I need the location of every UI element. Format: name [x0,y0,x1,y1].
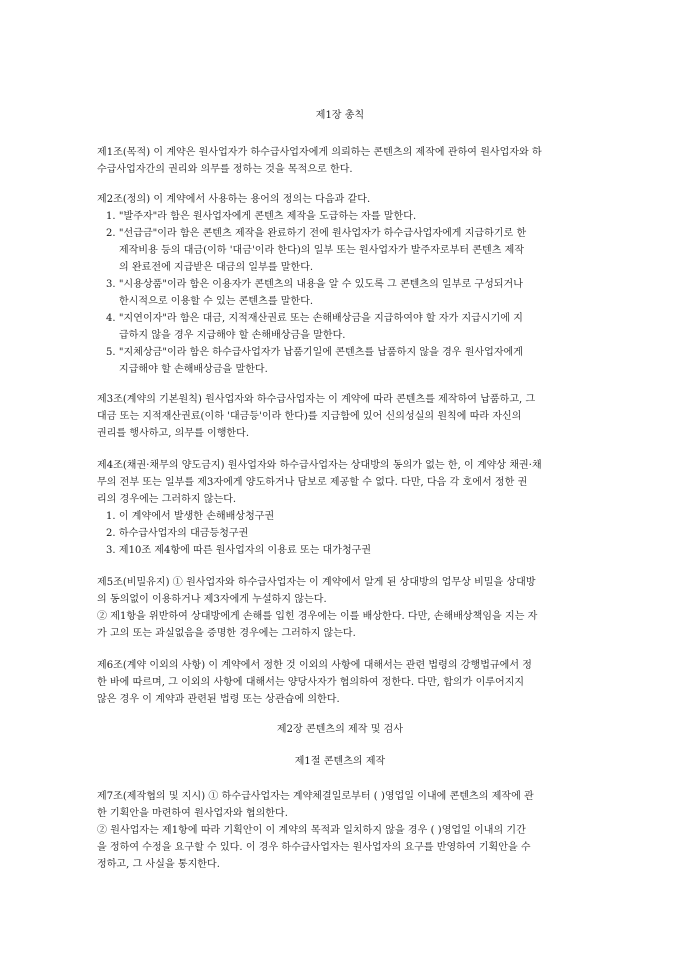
article-7-line-3: ② 원사업자는 제1항에 따라 기획안이 이 계약의 목적과 일치하지 않을 경우 ( )영업일 이내의 기간 [97,825,526,836]
article-7-line-5: 정하고, 그 사실을 통지한다. [97,859,220,870]
section-1-title: 제1절 콘텐츠의 제작 [294,756,386,767]
article-2-item-1: 1. "발주자"라 함은 원사업자에게 콘텐츠 제작을 도급하는 자를 말한다. [106,211,417,222]
article-3-line-2: 대금 또는 지적재산권료(이하 '대금등'이라 한다)를 지급함에 있어 신의성실의 원칙에 따라 자신의 [97,411,522,422]
article-1-line-1: 제1조(목적) 이 계약은 원사업자가 하수급사업자에게 의뢰하는 콘텐츠의 제작에 관하여 원사업자와 하 [97,147,542,158]
article-3-line-3: 권리를 행사하고, 의무를 이행한다. [97,428,250,439]
article-2-item-3-line-2: 한시적으로 이용할 수 있는 콘텐츠를 말한다. [119,296,314,307]
chapter-1-title: 제1장 총칙 [315,110,365,121]
article-5-line-3: ② 제1항을 위반하여 상대방에게 손해를 입힌 경우에는 이를 배상한다. 다만, 손해배상책임을 지는 자 [97,611,538,622]
article-7-line-1: 제7조(제작협의 및 지시) ① 하수급사업자는 계약체결일로부터 ( )영업일 이내에 콘텐츠의 제작에 관 [97,791,534,802]
article-2-item-3-line-1: 3. "시용상품"이라 함은 이용자가 콘텐츠의 내용을 알 수 있도록 그 콘텐츠의 일부로 구성되거나 [106,279,523,290]
article-4-item-3: 3. 제10조 제4항에 따른 원사업자의 이용료 또는 대가청구권 [106,545,372,556]
article-2-item-4-line-1: 4. "지연이자"라 함은 대금, 지적재산권료 또는 손해배상금을 지급하여야 할 자가 지급시기에 지 [106,313,523,324]
article-2-item-5-line-2: 지급해야 할 손해배상금을 말한다. [119,364,268,375]
article-5-line-2: 의 동의없이 이용하거나 제3자에게 누설하지 않는다. [97,594,327,605]
article-4-line-3: 리의 경우에는 그러하지 않는다. [97,494,237,505]
article-7-line-4: 을 정하여 수정을 요구할 수 있다. 이 경우 하수급사업자는 원사업자의 요구를 반영하여 기획안을 수 [97,842,531,853]
chapter-2-title: 제2장 콘텐츠의 제작 및 검사 [276,724,404,735]
article-6-line-3: 않은 경우 이 계약과 관련된 법령 또는 상관습에 의한다. [97,694,340,705]
article-5-line-1: 제5조(비밀유지) ① 원사업자와 하수급사업자는 이 계약에서 알게 된 상대방의 업무상 비밀을 상대방 [97,577,536,588]
article-2-item-2-line-2: 제작비용 등의 대금(이하 '대금'이라 한다)의 일부 또는 원사업자가 발주자로부터 콘텐츠 제작 [119,245,525,256]
article-6-line-1: 제6조(계약 이외의 사항) 이 계약에서 정한 것 이외의 사항에 대해서는 관련 법령의 강행법규에서 정 [97,660,532,671]
article-4-item-2: 2. 하수급사업자의 대금등청구권 [106,528,249,539]
article-4-line-1: 제4조(채권·채무의 양도금지) 원사업자와 하수급사업자는 상대방의 동의가 없는 한, 이 계약상 채권·채 [97,460,542,471]
article-5-line-4: 가 고의 또는 과실없음을 증명한 경우에는 그러하지 않는다. [97,628,356,639]
article-2-intro: 제2조(정의) 이 계약에서 사용하는 용어의 정의는 다음과 같다. [97,194,371,205]
article-2-item-2-line-1: 2. "선급금"이라 함은 콘텐츠 제작을 완료하기 전에 원사업자가 하수급사업자에게 지급하기로 한 [106,228,527,239]
article-2-item-5-line-1: 5. "지체상금"이라 함은 하수급사업자가 납품기일에 콘텐츠를 납품하지 않을 경우 원사업자에게 [106,347,523,358]
article-6-line-2: 한 바에 따르며, 그 이외의 사항에 대해서는 양당사자가 협의하여 정한다. 다만, 합의가 이루어지지 [97,677,525,688]
article-4-item-1: 1. 이 계약에서 발생한 손해배상청구권 [106,511,275,522]
article-1-line-2: 수급사업자간의 권리와 의무를 정하는 것을 목적으로 한다. [97,164,353,175]
article-7-line-2: 한 기획안을 마련하여 원사업자와 협의한다. [97,808,288,819]
article-2-item-4-line-2: 급하지 않을 경우 지급해야 할 손해배상금을 말한다. [119,330,346,341]
article-3-line-1: 제3조(계약의 기본원칙) 원사업자와 하수급사업자는 이 계약에 따라 콘텐츠를 제작하여 납품하고, 그 [97,394,536,405]
article-4-line-2: 무의 전부 또는 일부를 제3자에게 양도하거나 담보로 제공할 수 없다. 다만, 다음 각 호에서 정한 권 [97,477,528,488]
article-2-item-2-line-3: 의 완료전에 지급받은 대금의 일부를 말한다. [119,262,314,273]
